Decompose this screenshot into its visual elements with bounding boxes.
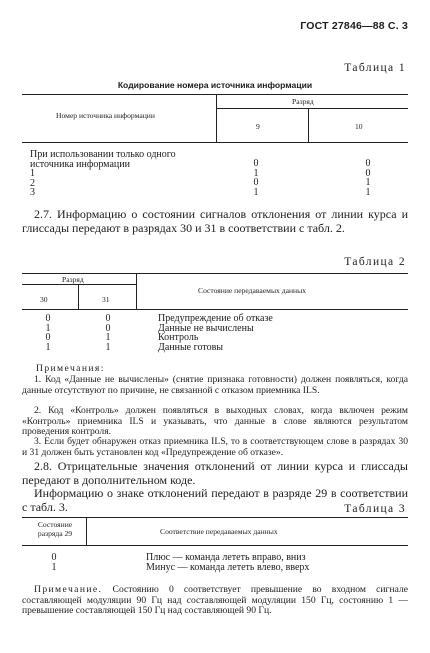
final-note bbox=[22, 585, 408, 617]
table2-cell: 1 bbox=[105, 332, 111, 343]
table1-cell: 0 bbox=[253, 158, 259, 169]
table1-col9 bbox=[250, 159, 262, 197]
table2-header-31: 31 bbox=[102, 295, 110, 304]
table2-top-rule bbox=[22, 273, 408, 274]
table1-row-label: 3 bbox=[30, 187, 35, 198]
table3-cell: 0 bbox=[51, 552, 57, 563]
table2-state: Данные не вычислены bbox=[158, 322, 254, 334]
note-3: 3. Если будет обнаружен отказ приемника ILS, то в соответствующем слове в разрядах 30 и 31 должен быть установлен код «Предупреждение об отказе». bbox=[22, 436, 408, 458]
table3-vline bbox=[86, 517, 87, 545]
table2-label: Таблица 2 bbox=[344, 256, 406, 268]
table3-top-rule bbox=[22, 517, 408, 518]
table2-header-state: Состояние передаваемых данных bbox=[198, 286, 307, 295]
table2-vline-1 bbox=[136, 273, 137, 309]
table2-cell: 0 bbox=[45, 332, 51, 343]
table1-header-group: Разряд bbox=[292, 97, 314, 106]
table1-title: Кодирование номера источника информации bbox=[117, 80, 313, 90]
table2-cell: 1 bbox=[105, 341, 111, 353]
table2-cell: 1 bbox=[45, 322, 51, 334]
table2-vline-2 bbox=[78, 284, 79, 309]
table1-header-9: 9 bbox=[256, 122, 260, 131]
table1-cell: 0 bbox=[253, 177, 259, 188]
paragraph-sign: Информацию о знаке отклонений передают в разряде 29 в соответствии с табл. 3. bbox=[22, 486, 408, 514]
table2-group-rule bbox=[22, 284, 136, 285]
paragraph-2-7: 2.7. Информацию о состоянии сигналов отклонения от линии курса и глиссады передают в разрядах 30 и 31 в соответствии с табл. 2. bbox=[22, 207, 408, 235]
paragraph-2-8: 2.8. Отрицательные значения отклонений от линии курса и глиссады передают в дополнительном коде. bbox=[22, 459, 408, 487]
notes-title: Примечания: bbox=[36, 363, 105, 374]
table2-state: Данные готовы bbox=[158, 341, 224, 353]
table1-header-source: Номер источника информации bbox=[56, 111, 155, 120]
table2-cell: 0 bbox=[105, 322, 111, 334]
table1-row-labels bbox=[30, 169, 35, 198]
table1-cell: 1 bbox=[365, 186, 371, 198]
table1-top-rule bbox=[22, 94, 408, 95]
table2-cell: 0 bbox=[45, 313, 51, 324]
page-header: ГОСТ 27846—88 С. 3 bbox=[300, 20, 408, 32]
table1-row-label: 2 bbox=[30, 177, 35, 189]
table1-col10 bbox=[362, 159, 374, 197]
table1-cell: 0 bbox=[365, 167, 371, 179]
table2-state: Предупреждение об отказе bbox=[158, 313, 273, 324]
table2-states bbox=[158, 314, 273, 352]
table1-vline-2 bbox=[308, 108, 309, 142]
table3-meanings bbox=[146, 553, 309, 572]
table1-row-label: 1 bbox=[30, 168, 35, 179]
table3-label: Таблица 3 bbox=[344, 503, 406, 515]
table1-cell: 0 bbox=[365, 158, 371, 169]
table3-header-meaning: Соответствие передаваемых данных bbox=[160, 527, 278, 536]
table1-cell: 1 bbox=[253, 167, 259, 179]
table1-header-10: 10 bbox=[355, 122, 363, 131]
table1-cell: 1 bbox=[365, 177, 371, 188]
table2-header-group: Разряд bbox=[62, 275, 84, 284]
table3-meaning: Минус — команда лететь влево, вверх bbox=[146, 561, 310, 573]
table3-meaning: Плюс — команда лететь вправо, вниз bbox=[146, 552, 306, 563]
table3-header-rule bbox=[22, 545, 408, 546]
final-note-title: Примечание. bbox=[34, 584, 103, 595]
table2-col30 bbox=[42, 314, 54, 352]
table2-header-rule bbox=[22, 309, 408, 310]
table2-header-30: 30 bbox=[40, 295, 48, 304]
table3-header-state: Состояние разряда 29 bbox=[37, 520, 73, 538]
note-1: 1. Код «Данные не вычислены» (снятие признака готовности) должен появляться, когда данные отсутствуют по причине, не связанной с отказом приемника ILS. bbox=[22, 374, 408, 396]
table2-state: Контроль bbox=[158, 332, 199, 343]
table2-cell: 1 bbox=[45, 341, 51, 353]
table2-col31 bbox=[102, 314, 114, 352]
final-note-text: Состоянию 0 соответствует превышение во входном сигнале составляющей модуляции 90 Гц над составляющей модуляции 150 Гц, состоянию 1 — превышение составляющей 150 Гц над составляющей 90 Гц. bbox=[22, 584, 408, 617]
table2-cell: 0 bbox=[105, 313, 111, 324]
table1-vline-1 bbox=[216, 94, 217, 142]
note-2: 2. Код «Контроль» должен появляться в выходных словах, когда включен режим «Контроль» приемника ILS и указывать, что данные в слове являются результатом проведения контроля. bbox=[22, 405, 408, 438]
table1-row-text: При использовании только одного источника информации bbox=[30, 149, 176, 170]
table1-cell: 1 bbox=[253, 186, 259, 198]
table3-values bbox=[48, 553, 60, 572]
table3-cell: 1 bbox=[51, 561, 57, 573]
table1-header-rule bbox=[22, 142, 408, 143]
table1-label: Таблица 1 bbox=[344, 62, 406, 74]
table1-group-rule bbox=[216, 108, 408, 109]
